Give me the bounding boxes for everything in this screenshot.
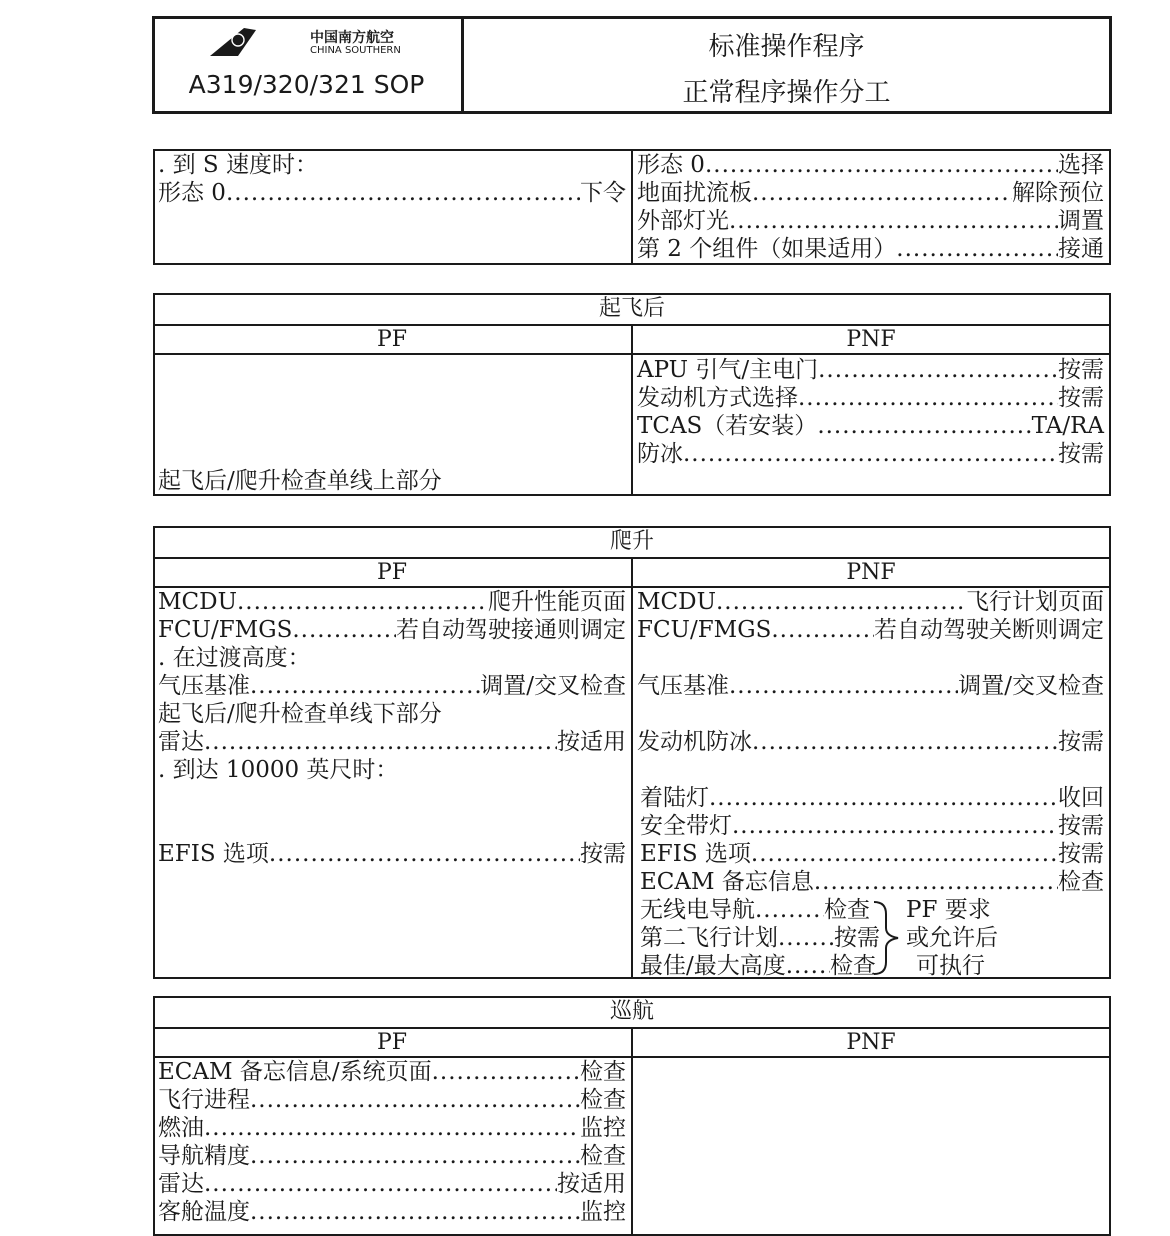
climb-divider: [631, 557, 633, 979]
cruise-pf-header: PF: [376, 1030, 408, 1055]
s-speed-divider: [631, 149, 633, 265]
after-takeoff-right-row-1: 发动机方式选择 ..... 按需: [637, 384, 1104, 412]
after-takeoff-pnf-header: PNF: [846, 327, 896, 352]
s-speed-right-row-1: 地面扰流板 ..... 解除预位: [637, 179, 1104, 207]
cruise-left-row-3: 导航精度 ..... 检查: [158, 1142, 626, 1170]
cruise-left-row-2: 燃油 ..... 监控: [158, 1114, 626, 1142]
climb-right-10k-row-2: EFIS 选项 ..... 按需: [640, 840, 1104, 868]
cruise-left-row-5: 客舱温度 ..... 监控: [158, 1198, 626, 1226]
cruise-title: 巡航: [609, 999, 654, 1024]
cruise-left-row-1: 飞行进程 ..... 检查: [158, 1086, 626, 1114]
document-title: 标准操作程序: [708, 32, 865, 62]
climb-left-efis: EFIS 选项 ..... 按需: [158, 840, 626, 868]
s-speed-heading: . 到 S 速度时：: [158, 152, 319, 178]
airline-name-en: CHINA SOUTHERN: [310, 45, 401, 56]
cruise-divider: [631, 1027, 633, 1236]
after-takeoff-title: 起飞后: [598, 296, 665, 321]
cruise-left-row-4: 雷达 ..... 按适用: [158, 1170, 626, 1198]
climb-left-baro: 气压基准 ..... 调置/交叉检查: [158, 672, 626, 700]
climb-title: 爬升: [609, 529, 654, 554]
after-takeoff-right-row-2: TCAS（若安装） ..... TA/RA: [637, 412, 1104, 440]
climb-right-10k-row-0: 着陆灯 ..... 收回: [640, 784, 1104, 812]
climb-left-row-1: FCU/FMGS ..... 若自动驾驶接通则调定: [158, 616, 626, 644]
climb-right-10k-row-1: 安全带灯 ..... 按需: [640, 812, 1104, 840]
s-speed-right-row-3: 第 2 个组件（如果适用） ..... 接通: [637, 235, 1104, 263]
climb-bracket-note-2: 可执行: [916, 953, 985, 979]
cruise-pnf-header: PNF: [846, 1030, 896, 1055]
s-speed-left-row-0: 形态 0 ..... 下令: [158, 179, 626, 207]
after-takeoff-right-row-0: APU 引气/主电门 ..... 按需: [637, 356, 1104, 384]
climb-bracket-row-0: 无线电导航 ..... 检查: [640, 896, 870, 924]
climb-bracket-note-0: PF 要求: [906, 897, 991, 923]
climb-right-baro: 气压基准 ..... 调置/交叉检查: [637, 672, 1104, 700]
s-speed-right-row-0: 形态 0 ..... 选择: [637, 151, 1104, 179]
airline-logo-icon: [208, 26, 258, 58]
climb-right-anti-ice: 发动机防冰 ..... 按需: [637, 728, 1104, 756]
climb-right-10k-row-3: ECAM 备忘信息 ..... 检查: [640, 868, 1104, 896]
climb-bracket-note-1: 或允许后: [906, 925, 998, 951]
after-takeoff-pf-header: PF: [376, 327, 408, 352]
s-speed-right-row-2: 外部灯光 ..... 调置: [637, 207, 1104, 235]
climb-right-row-0: MCDU ..... 飞行计划页面: [637, 588, 1104, 616]
climb-pf-header: PF: [376, 560, 408, 585]
climb-left-radar: 雷达 ..... 按适用: [158, 728, 626, 756]
climb-left-row-0: MCDU ..... 爬升性能页面: [158, 588, 626, 616]
after-takeoff-right-row-3: 防冰 ..... 按需: [637, 440, 1104, 468]
after-takeoff-left-text: 起飞后/爬升检查单线上部分: [158, 468, 442, 494]
climb-right-row-1: FCU/FMGS ..... 若自动驾驶关断则调定: [637, 616, 1104, 644]
curly-brace-icon: [870, 898, 904, 978]
airline-name-cn: 中国南方航空: [310, 30, 394, 46]
cruise-left-row-0: ECAM 备忘信息/系统页面 ..... 检查: [158, 1058, 626, 1086]
climb-left-checklist: 起飞后/爬升检查单线下部分: [158, 701, 442, 727]
climb-10k-heading: . 到达 10000 英尺时：: [158, 757, 399, 783]
climb-bracket-row-2: 最佳/最大高度 ..... 检查: [640, 952, 876, 980]
climb-transition-heading: . 在过渡高度：: [158, 645, 311, 671]
climb-pnf-header: PNF: [846, 560, 896, 585]
aircraft-model: A319/320/321 SOP: [188, 70, 425, 99]
climb-bracket-row-1: 第二飞行计划 ..... 按需: [640, 924, 880, 952]
document-subtitle: 正常程序操作分工: [682, 78, 891, 108]
